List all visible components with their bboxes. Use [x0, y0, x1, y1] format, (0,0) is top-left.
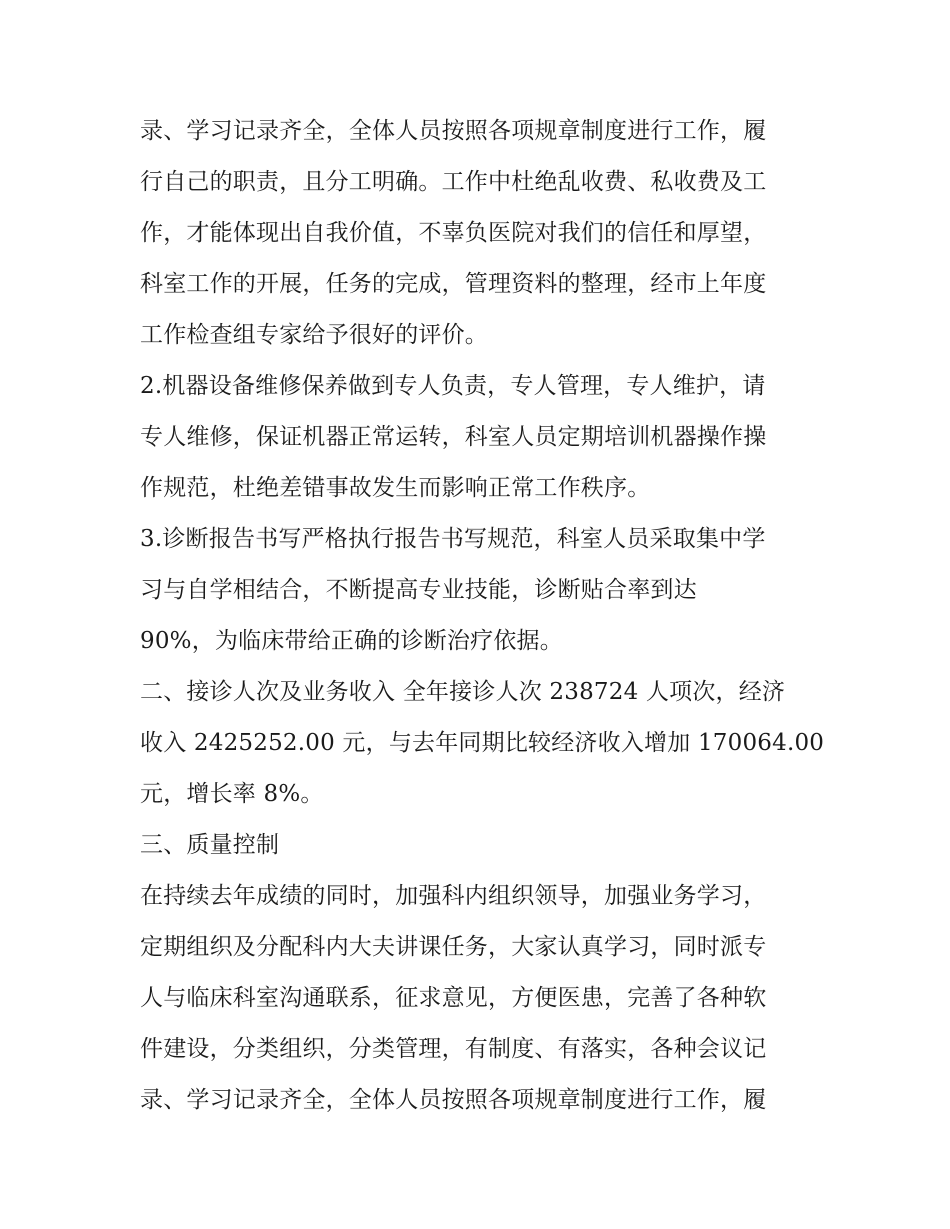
section-heading: 三、质量控制 — [140, 832, 280, 858]
text-line: 收入 2425252.00 元，与去年同期比较经济收入增加 170064.00 — [140, 730, 825, 756]
text-line: 工作检查组专家给予很好的评价。 — [140, 322, 488, 348]
text-line: 90%，为临床带给正确的诊断治疗依据。 — [140, 628, 563, 654]
text-line: 作，才能体现出自我价值，不辜负医院对我们的信任和厚望， — [140, 220, 767, 246]
text-line: 作规范，杜绝差错事故发生而影响正常工作秩序。 — [140, 475, 651, 501]
text-line: 习与自学相结合，不断提高专业技能，诊断贴合率到达 — [140, 577, 697, 603]
text-line: 录、学习记录齐全，全体人员按照各项规章制度进行工作，履 — [140, 1087, 767, 1113]
text-line: 二、接诊人次及业务收入 全年接诊人次 238724 人项次，经济 — [140, 679, 786, 705]
text-line: 录、学习记录齐全，全体人员按照各项规章制度进行工作，履 — [140, 118, 767, 144]
text-line: 元，增长率 8%。 — [140, 781, 324, 807]
text-line: 3.诊断报告书写严格执行报告书写规范，科室人员采取集中学 — [140, 526, 766, 552]
text-line: 行自己的职责，且分工明确。工作中杜绝乱收费、私收费及工 — [140, 169, 767, 195]
document-body — [140, 106, 825, 1126]
text-line: 人与临床科室沟通联系，征求意见，方便医患，完善了各种软 — [140, 985, 767, 1011]
text-line: 专人维修，保证机器正常运转，科室人员定期培训机器操作操 — [140, 424, 767, 450]
text-line: 2.机器设备维修保养做到专人负责，专人管理，专人维护，请 — [140, 373, 766, 399]
text-line: 科室工作的开展，任务的完成，管理资料的整理，经市上年度 — [140, 271, 767, 297]
text-line: 在持续去年成绩的同时，加强科内组织领导，加强业务学习， — [140, 883, 767, 909]
text-line: 定期组织及分配科内大夫讲课任务，大家认真学习，同时派专 — [140, 934, 767, 960]
text-line: 件建设，分类组织，分类管理，有制度、有落实，各种会议记 — [140, 1036, 767, 1062]
